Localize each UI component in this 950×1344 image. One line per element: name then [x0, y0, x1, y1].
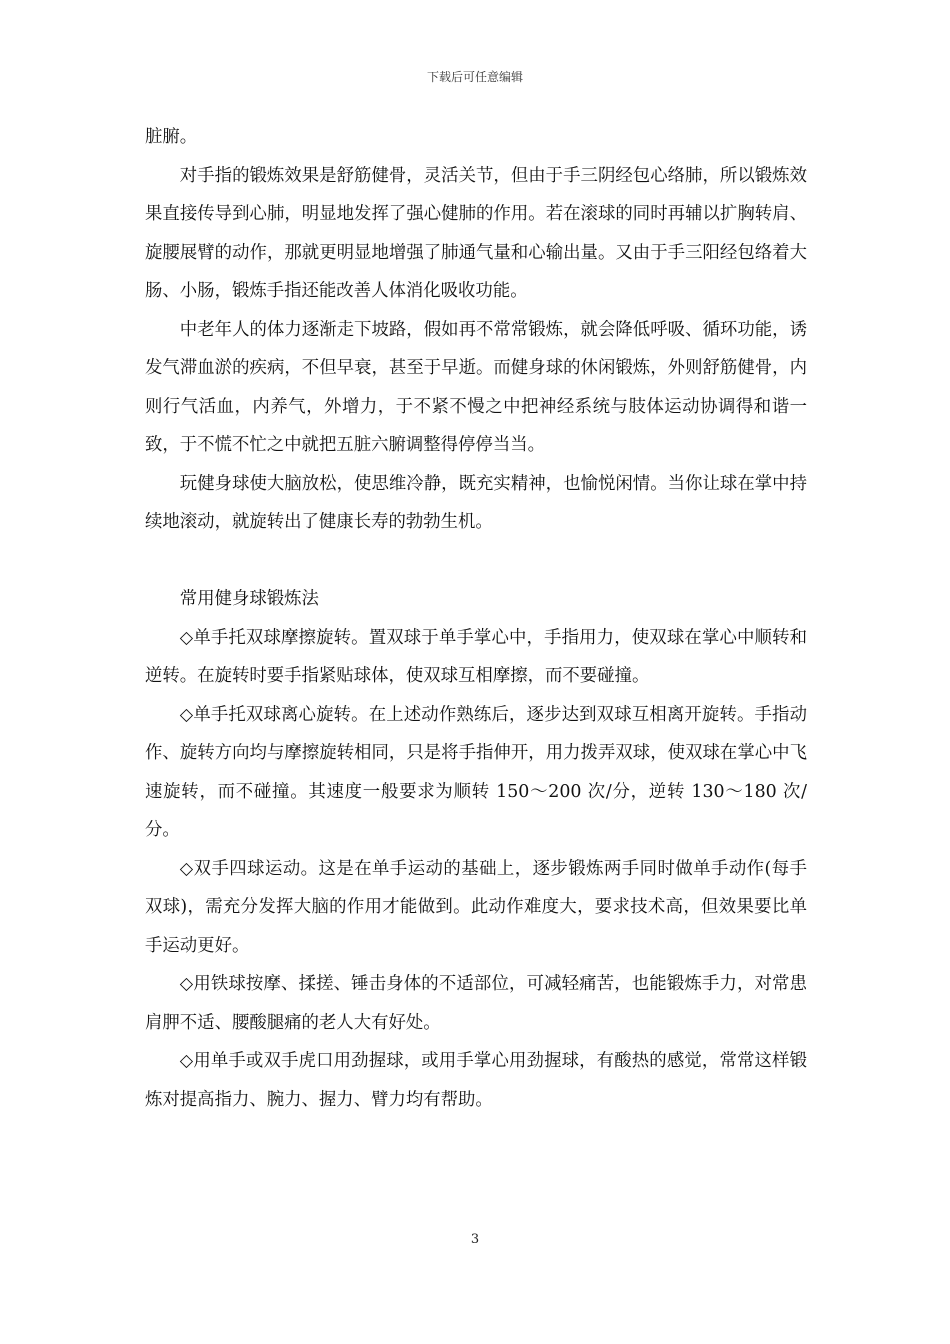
- page-number: 3: [470, 1232, 480, 1247]
- method-item-friction-rotation: ◇单手托双球摩擦旋转。置双球于单手掌心中，手指用力，使双球在掌心中顺转和逆转。在旋转时要手指紧贴球体，使双球互相摩擦，而不要碰撞。: [145, 627, 807, 686]
- method-item-grip: ◇用单手或双手虎口用劲握球，或用手掌心用劲握球，有酸热的感觉，常常这样锻炼对提高指力、腕力、握力、臂力均有帮助。: [145, 1051, 807, 1110]
- method-item-massage: ◇用铁球按摩、揉搓、锤击身体的不适部位，可减轻痛苦，也能锻炼手力，对常患肩胛不适、腰酸腿痛的老人大有好处。: [145, 974, 807, 1033]
- paragraph-relaxation: 玩健身球使大脑放松，使思维冷静，既充实精神，也愉悦闲情。当你让球在掌中持续地滚动，就旋转出了健康长寿的勃勃生机。: [145, 473, 807, 532]
- document-body: [145, 118, 807, 1119]
- paragraph-continuation: 脏腑。: [145, 127, 198, 147]
- page-header: 下载后可任意编辑: [426, 70, 523, 84]
- section-heading: 常用健身球锻炼法: [179, 589, 319, 609]
- method-item-centrifugal-rotation: ◇单手托双球离心旋转。在上述动作熟练后，逐步达到双球互相离开旋转。手指动作、旋转方向均与摩擦旋转相同，只是将手指伸开，用力拨弄双球，使双球在掌心中飞速旋转，而不碰撞。其速度一般要求为顺转 150～200 次/分，逆转 130～180 次/分。: [145, 704, 807, 840]
- paragraph-elderly-fitness: 中老年人的体力逐渐走下坡路，假如再不常常锻炼，就会降低呼吸、循环功能，诱发气滞血淤的疾病，不但早衰，甚至于早逝。而健身球的休闲锻炼，外则舒筋健骨，内则行气活血，内养气，外增力，于不紧不慢之中把神经系统与肢体运动协调得和谐一致，于不慌不忙之中就把五脏六腑调整得停停当当。: [145, 319, 807, 455]
- blank-line: [145, 542, 807, 581]
- paragraph-finger-exercise: 对手指的锻炼效果是舒筋健骨，灵活关节，但由于手三阴经包心络肺，所以锻炼效果直接传导到心肺，明显地发挥了强心健肺的作用。若在滚球的同时再辅以扩胸转肩、旋腰展臂的动作，那就更明显地增强了肺通气量和心输出量。又由于手三阳经包络着大肠、小肠，锻炼手指还能改善人体消化吸收功能。: [145, 165, 807, 301]
- method-item-four-balls: ◇双手四球运动。这是在单手运动的基础上，逐步锻炼两手同时做单手动作(每手双球)，需充分发挥大脑的作用才能做到。此动作难度大，要求技术高，但效果要比单手运动更好。: [145, 858, 807, 956]
